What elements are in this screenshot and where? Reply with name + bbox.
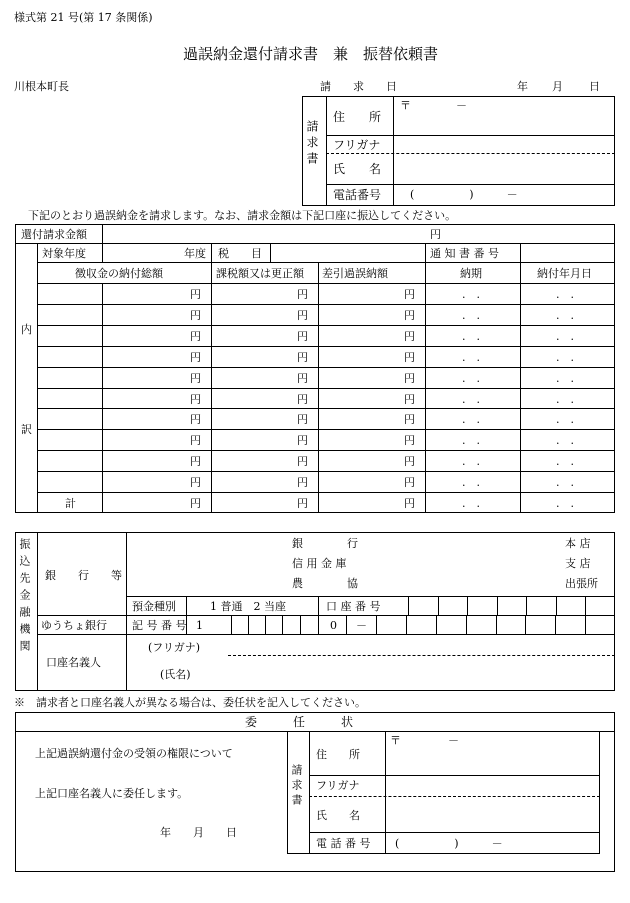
row-paid-date: . . xyxy=(556,393,574,406)
date-month: 月 xyxy=(552,80,563,93)
date-day: 日 xyxy=(589,80,600,93)
claimant-phone-field[interactable]: ( ) － xyxy=(410,188,518,201)
row-total-yen: 円 xyxy=(190,434,201,447)
row-total-yen: 円 xyxy=(190,393,201,406)
row-paid-date: . . xyxy=(556,330,574,343)
total-yen: 円 xyxy=(430,228,441,241)
holder-field[interactable] xyxy=(228,636,614,690)
table-row[interactable] xyxy=(38,493,614,512)
row-total-yen: 円 xyxy=(190,309,201,322)
proxy-address-field[interactable] xyxy=(386,732,599,774)
row-paid-date: . . xyxy=(556,434,574,447)
table-row[interactable] xyxy=(38,430,614,449)
symbol-dash: － xyxy=(356,619,367,632)
proxy-postal-dash: － xyxy=(448,734,459,747)
proxy-furigana-field[interactable] xyxy=(386,776,599,795)
row-paid-date: . . xyxy=(556,455,574,468)
row-refund-yen: 円 xyxy=(404,288,415,301)
proxy-phone-label: 電 話 番 号 xyxy=(316,837,371,850)
col-header-4: 納期 xyxy=(460,267,482,280)
claimant-address-label: 住 所 xyxy=(333,110,382,124)
proxy-side-label: 請求書 xyxy=(290,764,303,809)
col-header-2: 課税額又は更正額 xyxy=(216,267,304,280)
proxy-name-field[interactable] xyxy=(386,797,599,831)
row-refund-yen: 円 xyxy=(404,330,415,343)
col-header-5: 納付年月日 xyxy=(537,267,592,280)
row-period: . . xyxy=(462,351,480,364)
row-period: . . xyxy=(462,434,480,447)
account-number-label: 口 座 番 号 xyxy=(326,600,381,613)
row-period: . . xyxy=(462,372,480,385)
yucho-label: ゆうちょ銀行 xyxy=(41,619,107,632)
form-number: 様式第 21 号(第 17 条関係) xyxy=(14,11,153,24)
row-refund-yen: 円 xyxy=(404,434,415,447)
recipient: 川根本町長 xyxy=(14,80,69,93)
claimant-name-label: 氏 名 xyxy=(333,162,382,176)
proxy-postal-mark: 〒 xyxy=(390,734,401,747)
symbol-first-digit: 1 xyxy=(196,619,203,632)
table-row[interactable] xyxy=(38,368,614,387)
row-assess-yen: 円 xyxy=(297,497,308,510)
proxy-furigana-label: フリガナ xyxy=(316,779,360,792)
claimant-side-label: 請求書 xyxy=(305,120,319,168)
row-refund-yen: 円 xyxy=(404,413,415,426)
breakdown-side-2: 訳 xyxy=(21,423,32,436)
proxy-date[interactable]: 年 月 日 xyxy=(160,826,237,839)
row-paid-date: . . xyxy=(556,288,574,301)
sum-label: 計 xyxy=(65,497,76,510)
col-header-1: 徴収金の納付総額 xyxy=(75,267,163,280)
row-period: . . xyxy=(462,497,480,510)
branch-type-3: 出張所 xyxy=(565,577,598,590)
row-refund-yen: 円 xyxy=(404,455,415,468)
instruction-text: 下記のとおり過誤納金を請求します。なお、請求金額は下記口座に振込してください。 xyxy=(28,209,457,222)
bank-type-3: 農 協 xyxy=(292,577,358,590)
row-total-yen: 円 xyxy=(190,372,201,385)
table-row[interactable] xyxy=(38,409,614,428)
row-period: . . xyxy=(462,413,480,426)
proxy-name-label: 氏 名 xyxy=(316,809,360,822)
row-refund-yen: 円 xyxy=(404,476,415,489)
symbol-zero: 0 xyxy=(330,619,337,632)
claimant-furigana-label: フリガナ xyxy=(333,138,381,152)
claimant-phone-label: 電話番号 xyxy=(333,188,382,202)
bank-type-1: 銀 行 xyxy=(292,537,358,550)
row-period: . . xyxy=(462,393,480,406)
row-total-yen: 円 xyxy=(190,455,201,468)
row-assess-yen: 円 xyxy=(297,434,308,447)
proxy-phone-field[interactable]: ( ) － xyxy=(395,837,503,850)
bank-name-field[interactable] xyxy=(127,533,557,595)
row-total-yen: 円 xyxy=(190,288,201,301)
row-assess-yen: 円 xyxy=(297,309,308,322)
symbol-number-boxes[interactable] xyxy=(376,615,615,634)
row-paid-date: . . xyxy=(556,372,574,385)
row-assess-yen: 円 xyxy=(297,351,308,364)
proxy-address-label: 住 所 xyxy=(316,748,360,761)
claimant-name-field[interactable] xyxy=(394,154,614,183)
row-total-yen: 円 xyxy=(190,351,201,364)
row-total-yen: 円 xyxy=(190,476,201,489)
row-assess-yen: 円 xyxy=(297,413,308,426)
holder-label: 口座名義人 xyxy=(46,656,101,669)
row-assess-yen: 円 xyxy=(297,476,308,489)
row-refund-yen: 円 xyxy=(404,497,415,510)
holder-name-label: (氏名) xyxy=(160,668,191,681)
symbol-number-label: 記 号 番 号 xyxy=(132,619,187,632)
row-assess-yen: 円 xyxy=(297,455,308,468)
notice-number-label: 通 知 書 番 号 xyxy=(430,247,499,260)
bank-label: 銀 行 等 xyxy=(45,569,122,582)
target-year-label: 対象年度 xyxy=(42,247,86,260)
table-row[interactable] xyxy=(38,326,614,345)
row-period: . . xyxy=(462,476,480,489)
page-title: 過誤納金還付請求書 兼 振替依頼書 xyxy=(183,45,439,63)
table-row[interactable] xyxy=(38,451,614,470)
row-assess-yen: 円 xyxy=(297,372,308,385)
account-number-boxes[interactable] xyxy=(408,596,615,615)
table-row[interactable] xyxy=(38,305,614,324)
row-paid-date: . . xyxy=(556,351,574,364)
claimant-address-field[interactable] xyxy=(394,97,614,134)
row-paid-date: . . xyxy=(556,413,574,426)
row-assess-yen: 円 xyxy=(297,393,308,406)
row-paid-date: . . xyxy=(556,309,574,322)
row-period: . . xyxy=(462,309,480,322)
table-row[interactable] xyxy=(38,284,614,303)
branch-type-2: 支 店 xyxy=(565,557,591,570)
row-paid-date: . . xyxy=(556,497,574,510)
row-period: . . xyxy=(462,288,480,301)
table-row[interactable] xyxy=(38,389,614,408)
tax-item-label: 税 目 xyxy=(218,247,262,260)
total-request-label: 還付請求金額 xyxy=(21,228,87,241)
bank-type-2: 信 用 金 庫 xyxy=(292,557,347,570)
row-refund-yen: 円 xyxy=(404,393,415,406)
row-total-yen: 円 xyxy=(190,497,201,510)
deposit-type-options[interactable]: 1 普通 2 当座 xyxy=(210,600,286,613)
proxy-text-1: 上記過誤納還付金の受領の権限について xyxy=(35,747,233,760)
table-row[interactable] xyxy=(38,472,614,491)
fiscal-year-label: 年度 xyxy=(184,247,206,260)
claimant-postal-dash: － xyxy=(456,99,467,112)
proxy-text-2: 上記口座名義人に委任します。 xyxy=(35,787,189,800)
table-row[interactable] xyxy=(38,347,614,366)
proxy-title: 委 任 状 xyxy=(245,715,354,729)
holder-furigana-label: (フリガナ) xyxy=(148,641,201,654)
row-period: . . xyxy=(462,455,480,468)
row-assess-yen: 円 xyxy=(297,288,308,301)
total-request-field[interactable] xyxy=(103,225,614,242)
deposit-type-label: 預金種別 xyxy=(132,600,176,613)
request-date-label: 請 求 日 xyxy=(320,80,397,93)
row-refund-yen: 円 xyxy=(404,351,415,364)
row-period: . . xyxy=(462,330,480,343)
branch-type-1: 本 店 xyxy=(565,537,591,550)
claimant-furigana-field[interactable] xyxy=(394,136,614,152)
row-refund-yen: 円 xyxy=(404,309,415,322)
row-total-yen: 円 xyxy=(190,413,201,426)
date-year: 年 xyxy=(517,80,528,93)
col-header-3: 差引過誤納額 xyxy=(322,267,388,280)
row-total-yen: 円 xyxy=(190,330,201,343)
row-assess-yen: 円 xyxy=(297,330,308,343)
row-refund-yen: 円 xyxy=(404,372,415,385)
bank-side-label: 振込先金融機関 xyxy=(18,538,31,657)
row-paid-date: . . xyxy=(556,476,574,489)
breakdown-side-1: 内 xyxy=(21,323,32,336)
claimant-postal-mark: 〒 xyxy=(400,99,411,112)
proxy-note: ※ 請求者と口座名義人が異なる場合は、委任状を記入してください。 xyxy=(14,696,366,709)
